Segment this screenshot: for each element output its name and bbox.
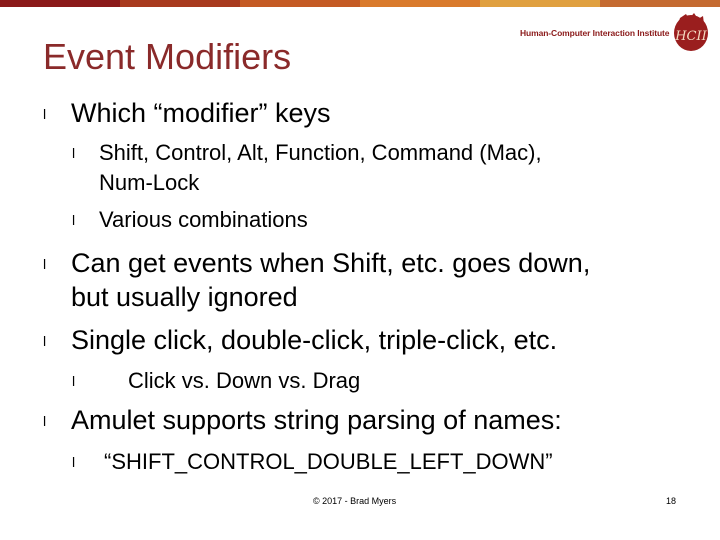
- bullet-text: Can get events when Shift, etc. goes down,: [71, 248, 591, 278]
- bullet-icon: l: [43, 106, 47, 122]
- sub-bullet-text: “SHIFT_CONTROL_DOUBLE_LEFT_DOWN”: [104, 449, 553, 474]
- bullet-text-continued: but usually ignored: [71, 282, 298, 312]
- top-bar-segment: [480, 0, 600, 7]
- top-bar-segment: [360, 0, 480, 7]
- institute-name: Human-Computer Interaction Institute: [520, 28, 670, 38]
- bullet-text: Amulet supports string parsing of names:: [71, 405, 562, 435]
- sub-bullet-text: Shift, Control, Alt, Function, Command (Mac),: [99, 140, 542, 165]
- top-bar-segment: [600, 0, 720, 7]
- sub-bullet-text: Various combinations: [99, 207, 308, 232]
- bullet-icon: l: [43, 333, 47, 349]
- top-bar-segment: [0, 0, 120, 7]
- top-color-bar: [0, 0, 720, 7]
- logo-text: HCII: [675, 29, 707, 44]
- sub-bullet-icon: l: [72, 373, 76, 389]
- sub-bullet-icon: l: [72, 212, 76, 228]
- bullet-icon: l: [43, 256, 47, 272]
- bullet-text: Single click, double-click, triple-click, etc.: [71, 325, 558, 355]
- bullet-text: Which “modifier” keys: [71, 98, 331, 128]
- sub-bullet-text-continued: Num-Lock: [99, 170, 200, 195]
- bullet-icon: l: [43, 413, 47, 429]
- footer-copyright: © 2017 - Brad Myers: [313, 496, 397, 506]
- page-number: 18: [666, 496, 677, 506]
- top-bar-segment: [240, 0, 360, 7]
- hcii-logo-icon: [672, 12, 710, 52]
- sub-bullet-icon: l: [72, 145, 76, 161]
- top-bar-segment: [120, 0, 240, 7]
- slide-title: Event Modifiers: [43, 36, 292, 77]
- sub-bullet-icon: l: [72, 454, 76, 470]
- sub-bullet-text: Click vs. Down vs. Drag: [128, 368, 361, 393]
